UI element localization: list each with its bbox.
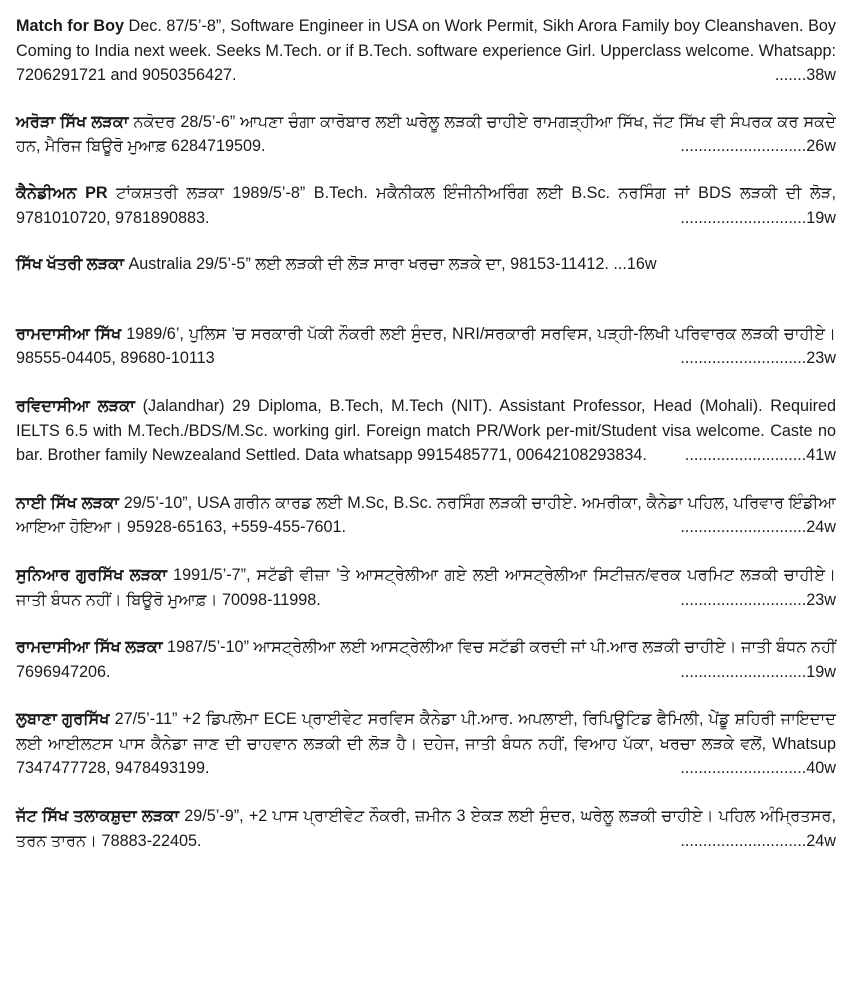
word-count: ............................26w: [680, 137, 836, 156]
ad-heading: ਰਾਮਦਾਸੀਆ ਸਿੱਖ: [16, 324, 122, 343]
ad-6: [16, 394, 836, 468]
ad-text: (Jalandhar) 29 Diploma, B.Tech, M.Tech (NIT). Assistant Professor, Head (Mohali). Required IELTS 6.5 with M.Tech./BDS/M.Sc. working girl. Foreign match PR/Work per-mit/Student visa welcome. Caste no bar. Brother family Newzealand Settled. Data whatsapp 9915485771, 00642108293834.: [16, 396, 836, 465]
ad-10: [16, 707, 836, 781]
ad-heading: ਅਰੋੜਾ ਸਿੱਖ ਲੜਕਾ: [16, 112, 129, 131]
word-count: ............................19w: [680, 662, 836, 681]
ad-text: Dec. 87/5’-8”, Software Engineer in USA on Work Permit, Sikh Arora Family boy Cleanshaven. Boy Coming to India next week. Seeks M.Tech. or if B.Tech. software experience Girl. Upperclass welcome. Whatsapp: 7206291721 and 9050356427.: [16, 17, 836, 85]
ad-text: 1989/6’, ਪੁਲਿਸ ’ਚ ਸਰਕਾਰੀ ਪੱਕੀ ਨੌਕਰੀ ਲਈ ਸੁੰਦਰ, NRI/ਸਰਕਾਰੀ ਸਰਵਿਸ, ਪੜ੍ਹੀ-ਲਿਖੀ ਪਰਿਵਾਰਕ ਲੜਕੀ ਚਾਹੀਏ। 98555-04405, 89680-10113: [16, 324, 836, 368]
ad-text: Australia 29/5’-5” ਲਈ ਲੜਕੀ ਦੀ ਲੋੜ ਸਾਰਾ ਖਰਚਾ ਲੜਕੇ ਦਾ, 98153-11412.: [123, 255, 609, 274]
ad-11: [16, 804, 836, 853]
ad-8: [16, 563, 836, 612]
word-count: ...16w: [613, 255, 657, 274]
ad-text: ਟਾਂਕਸ਼ਤਰੀ ਲੜਕਾ 1989/5’-8” B.Tech. ਮਕੈਨੀਕਲ ਇੰਜੀਨੀਅਰਿੰਗ ਲਈ B.Sc. ਨਰਸਿੰਗ ਜਾਂ BDS ਲੜਕੀ ਦੀ ਲੋੜ, 9781010720, 9781890883.: [16, 183, 836, 227]
ad-2: [16, 110, 836, 159]
ad-text: 1991/5’-7”, ਸਟੱਡੀ ਵੀਜ਼ਾ ’ਤੇ ਆਸਟ੍ਰੇਲੀਆ ਗਏ ਲਈ ਆਸਟ੍ਰੇਲੀਆ ਸਿਟੀਜ਼ਨ/ਵਰਕ ਪਰਮਿਟ ਲੜਕੀ ਚਾਹੀਏ। ਜਾਤੀ ਬੰਧਨ ਨਹੀਂ। ਬਿਊਰੋ ਮੁਆਫ਼। 70098-11998.: [16, 565, 836, 609]
ad-heading: Match for Boy: [16, 17, 125, 35]
word-count: ............................19w: [680, 208, 836, 227]
word-count: ............................23w: [680, 349, 836, 368]
word-count: ...........................41w: [684, 446, 836, 465]
ad-5: [16, 322, 836, 371]
ad-heading: ਰਵਿਦਾਸੀਆ ਲੜਕਾ: [16, 396, 135, 415]
ad-heading: ਸੁਨਿਆਰ ਗੁਰਸਿੱਖ ਲੜਕਾ: [16, 565, 167, 584]
word-count: ............................24w: [680, 518, 836, 537]
ad-heading: ਲੁਬਾਣਾ ਗੁਰਸਿੱਖ: [16, 710, 110, 729]
ad-text: 1987/5’-10” ਆਸਟ੍ਰੇਲੀਆ ਲਈ ਆਸਟ੍ਰੇਲੀਆ ਵਿਚ ਸਟੱਡੀ ਕਰਦੀ ਜਾਂ ਪੀ.ਆਰ ਲੜਕੀ ਚਾਹੀਏ। ਜਾਤੀ ਬੰਧਨ ਨਹੀਂ 7696947206.: [16, 638, 836, 681]
word-count: .......38w: [774, 66, 836, 85]
ad-text: 29/5’-10”, USA ਗਰੀਨ ਕਾਰਡ ਲਈ M.Sc, B.Sc. ਨਰਸਿੰਗ ਲੜਕੀ ਚਾਹੀਏ. ਅਮਰੀਕਾ, ਕੈਨੇਡਾ ਪਹਿਲ, ਪਰਿਵਾਰ ਇੰਡੀਆ ਆਇਆ ਹੋਇਆ। 95928-65163, +559-455-7601.: [16, 493, 837, 537]
ad-heading: ਨਾਈ ਸਿੱਖ ਲੜਕਾ: [16, 493, 119, 512]
ad-9: [16, 635, 836, 684]
ad-heading: ਰਾਮਦਾਸੀਆ ਸਿੱਖ ਲੜਕਾ: [16, 638, 163, 657]
ad-heading: ਸਿੱਖ ਖੱਤਰੀ ਲੜਕਾ: [16, 255, 124, 274]
ad-text: 29/5’-9”, +2 ਪਾਸ ਪ੍ਰਾਈਵੇਟ ਨੌਕਰੀ, ਜ਼ਮੀਨ 3 ਏਕੜ ਲਈ ਸੁੰਦਰ, ਘਰੇਲੂ ਲੜਕੀ ਚਾਹੀਏ। ਪਹਿਲ ਅੰਮ੍ਰਿਤਸਰ, ਤਰਨ ਤਾਰਨ। 78883-22405.: [16, 807, 836, 850]
ad-text: ਨਕੋਦਰ 28/5’-6” ਆਪਣਾ ਚੰਗਾ ਕਾਰੋਬਾਰ ਲਈ ਘਰੇਲੂ ਲੜਕੀ ਚਾਹੀਏ ਰਾਮਗੜ੍ਹੀਆ ਸਿੱਖ, ਜੱਟ ਸਿੱਖ ਵੀ ਸੰਪਰਕ ਕਰ ਸਕਦੇ ਹਨ, ਮੈਰਿਜ ਬਿਊਰੋ ਮੁਆਫ਼ 6284719509.: [16, 112, 837, 156]
word-count: ............................40w: [680, 759, 836, 778]
ad-3: [16, 181, 836, 230]
ad-text: 27/5’-11” +2 ਡਿਪਲੋਮਾ ECE ਪ੍ਰਾਈਵੇਟ ਸਰਵਿਸ ਕੈਨੇਡਾ ਪੀ.ਆਰ. ਅਪਲਾਈ, ਰਿਪਿਊਟਿਡ ਫੈਮਿਲੀ, ਪੇਂਡੂ ਸ਼ਹਿਰੀ ਜਾਇਦਾਦ ਲਈ ਆਈਲਟਸ ਪਾਸ ਕੈਨੇਡਾ ਜਾਣ ਦੀ ਚਾਹਵਾਨ ਲੜਕੀ ਦੀ ਲੋੜ ਹੈ। ਦਹੇਜ, ਜਾਤੀ ਬੰਧਨ ਨਹੀਂ, ਵਿਆਹ ਪੱਕਾ, ਖਰਚਾ ਲੜਕੇ ਵਲੋਂ, Whatsup 7347477728, 9478493199.: [16, 710, 836, 778]
ad-7: [16, 491, 836, 540]
ad-heading: ਕੈਨੇਡੀਅਨ PR: [16, 183, 108, 202]
ad-4: [16, 252, 836, 277]
ad-heading: ਜੱਟ ਸਿੱਖ ਤਲਾਕਸ਼ੁਦਾ ਲੜਕਾ: [16, 807, 180, 826]
word-count: ............................23w: [680, 590, 836, 609]
ad-1: [16, 14, 836, 88]
word-count: ............................24w: [680, 831, 836, 850]
